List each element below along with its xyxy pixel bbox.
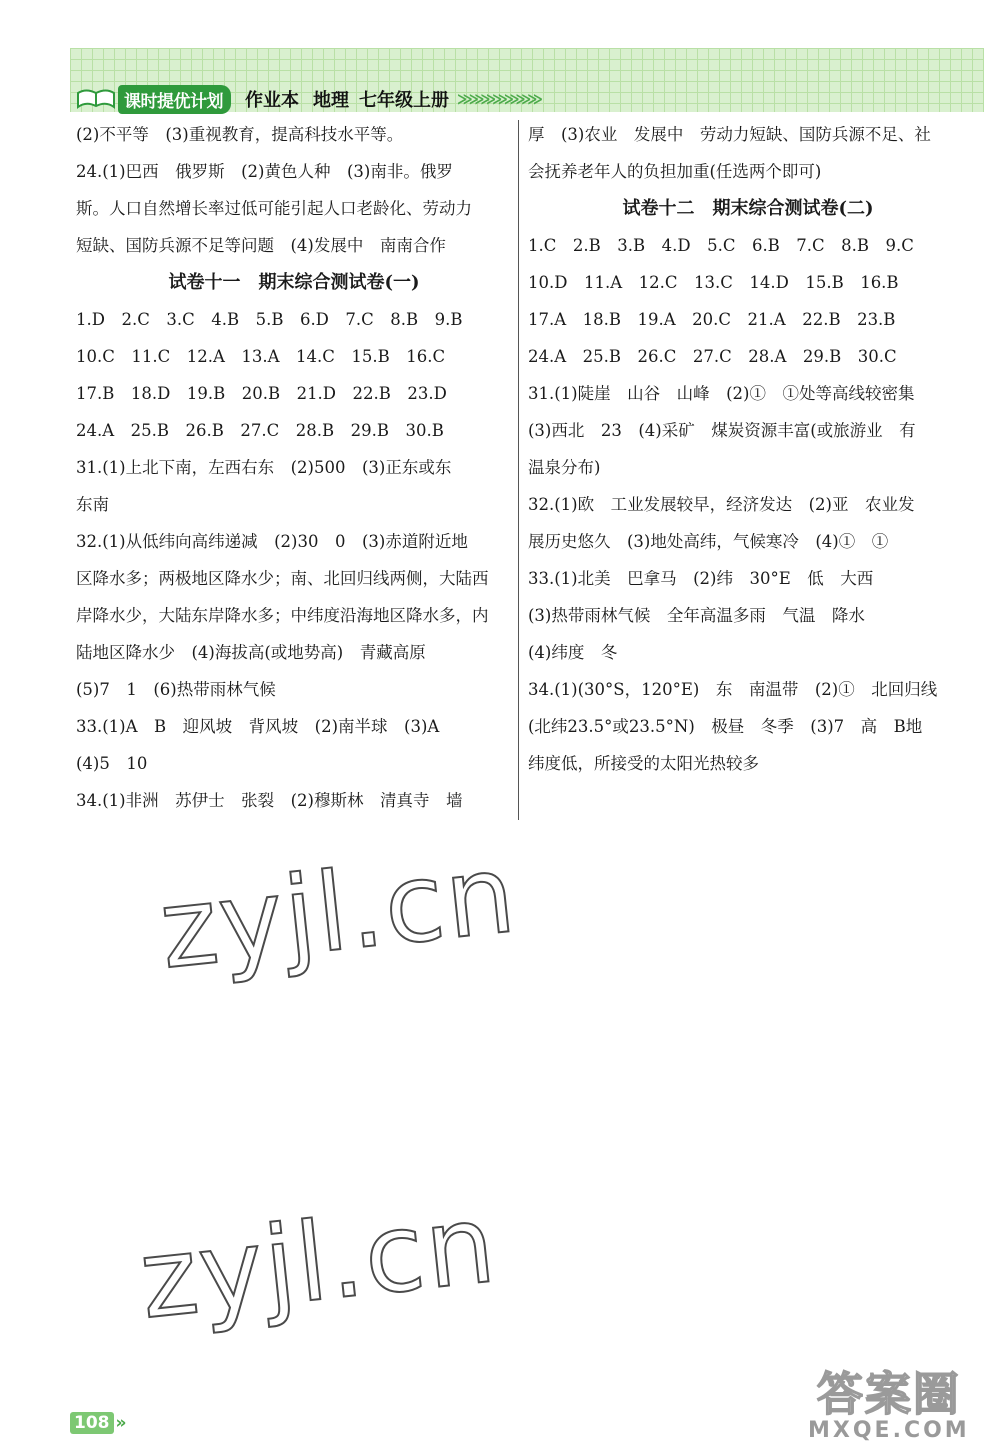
section-title-exam-12: 试卷十二 期末综合测试卷(二) xyxy=(622,198,874,219)
subject: 地理 xyxy=(313,90,349,111)
page-number xyxy=(70,1412,126,1434)
text-line: 厚 (3)农业 发展中 劳动力短缺、国防兵源不足、社 xyxy=(528,125,931,144)
column-divider xyxy=(518,120,519,820)
brand-label: 课时提优计划 xyxy=(118,85,231,114)
text-line: (2)不平等 (3)重视教育，提高科技水平等。 xyxy=(76,125,404,144)
section-title-exam-11: 试卷十一 期末综合测试卷(一) xyxy=(168,272,420,293)
header-bar xyxy=(76,86,539,112)
text-line: 1.D 2.C 3.C 4.B 5.B 6.D 7.C 8.B 9.B xyxy=(76,310,463,329)
text-line: (3)热带雨林气候 全年高温多雨 气温 降水 xyxy=(528,606,865,625)
text-line: 10.C 11.C 12.A 13.A 14.C 15.B 16.C xyxy=(76,347,446,366)
text-line: 34.(1)(30°S，120°E) 东 南温带 (2)① 北回归线 xyxy=(528,680,938,699)
text-line: 24.A 25.B 26.C 27.C 28.A 29.B 30.C xyxy=(528,347,897,366)
chevron-decoration: ≫≫≫≫≫≫≫ xyxy=(457,90,539,108)
text-line: 17.A 18.B 19.A 20.C 21.A 22.B 23.B xyxy=(528,310,896,329)
left-column xyxy=(76,116,512,819)
page-number-value: 108 xyxy=(70,1412,114,1434)
text-line: 温泉分布) xyxy=(528,458,601,477)
text-line: 33.(1)A B 迎风坡 背风坡 (2)南半球 (3)A xyxy=(76,717,440,736)
text-line: 纬度低，所接受的太阳光热较多 xyxy=(528,754,759,773)
text-line: 陆地区降水少 (4)海拔高(或地势高) 青藏高原 xyxy=(76,643,426,662)
text-line: 岸降水少，大陆东岸降水多；中纬度沿海地区降水多，内 xyxy=(76,606,489,625)
text-line: 32.(1)从低纬向高纬递减 (2)30 0 (3)赤道附近地 xyxy=(76,532,468,551)
text-line: 33.(1)北美 巴拿马 (2)纬 30°E 低 大西 xyxy=(528,569,874,588)
text-line: 斯。人口自然增长率过低可能引起人口老龄化、劳动力 xyxy=(76,199,472,218)
text-line: 东南 xyxy=(76,495,109,514)
right-column xyxy=(528,116,968,782)
logo-main-text: 答案圈 xyxy=(816,1367,961,1421)
corner-logo xyxy=(808,1367,970,1443)
text-line: (3)西北 23 (4)采矿 煤炭资源丰富(或旅游业 有 xyxy=(528,421,916,440)
text-line: (4)5 10 xyxy=(76,754,148,773)
text-line: 34.(1)非洲 苏伊士 张裂 (2)穆斯林 清真寺 墙 xyxy=(76,791,463,810)
text-line: 17.B 18.D 19.B 20.B 21.D 22.B 23.D xyxy=(76,384,447,403)
watermark: zyjl.cn xyxy=(154,831,523,994)
open-book-icon xyxy=(76,87,116,111)
text-line: 31.(1)陡崖 山谷 山峰 (2)① ①处等高线较密集 xyxy=(528,384,915,403)
text-line: (4)纬度 冬 xyxy=(528,643,618,662)
text-line: 31.(1)上北下南，左西右东 (2)500 (3)正东或东 xyxy=(76,458,452,477)
text-line: 区降水多；两极地区降水少；南、北回归线两侧，大陆西 xyxy=(76,569,489,588)
watermark: zyjl.cn xyxy=(134,1181,503,1344)
text-line: 32.(1)欧 工业发展较早，经济发达 (2)亚 农业发 xyxy=(528,495,915,514)
logo-sub-text: MXQE.COM xyxy=(808,1418,970,1443)
text-line: 24.(1)巴西 俄罗斯 (2)黄色人种 (3)南非。俄罗 xyxy=(76,162,453,181)
text-line: 1.C 2.B 3.B 4.D 5.C 6.B 7.C 8.B 9.C xyxy=(528,236,914,255)
text-line: 展历史悠久 (3)地处高纬，气候寒冷 (4)① ① xyxy=(528,532,889,551)
text-line: 会抚养老年人的负担加重(任选两个即可) xyxy=(528,162,822,181)
text-line: 24.A 25.B 26.B 27.C 28.B 29.B 30.B xyxy=(76,421,444,440)
book-type: 作业本 xyxy=(245,90,299,111)
text-line: 短缺、国防兵源不足等问题 (4)发展中 南南合作 xyxy=(76,236,446,255)
text-line: 10.D 11.A 12.C 13.C 14.D 15.B 16.B xyxy=(528,273,899,292)
chevron-right-icon: » xyxy=(115,1413,127,1433)
text-line: (5)7 1 (6)热带雨林气候 xyxy=(76,680,276,699)
grade: 七年级上册 xyxy=(359,90,449,111)
text-line: (北纬23.5°或23.5°N) 极昼 冬季 (3)7 高 B地 xyxy=(528,717,923,736)
